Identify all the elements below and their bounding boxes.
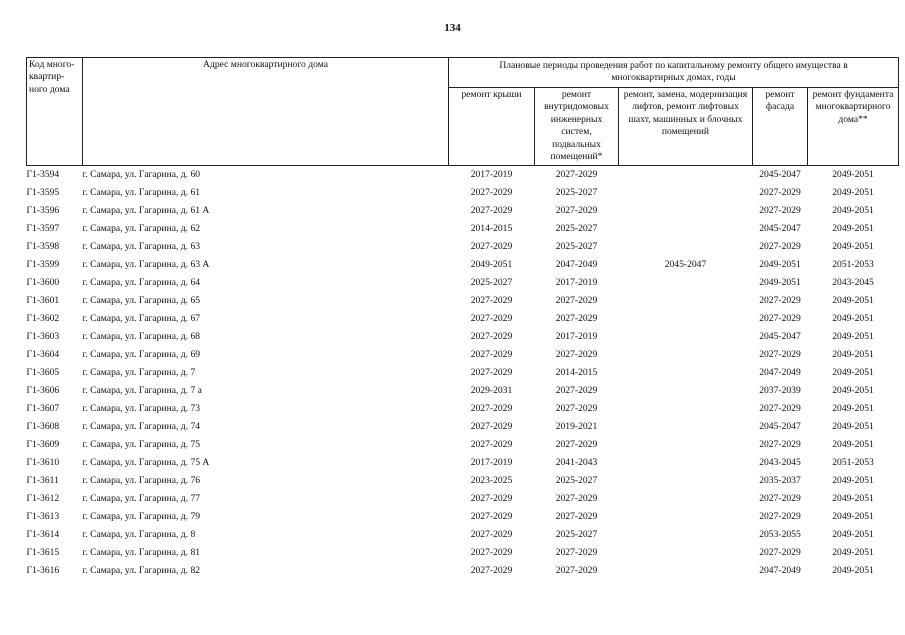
cell-roof: 2027-2029 — [470, 366, 513, 378]
cell-engineering: 2027-2029 — [555, 204, 598, 216]
cell-facade: 2027-2029 — [759, 204, 801, 216]
cell-code: Г1-3616 — [26, 564, 60, 576]
cell-facade: 2049-2051 — [759, 258, 801, 270]
cell-foundation: 2049-2051 — [832, 366, 874, 378]
table-row — [27, 184, 899, 202]
header-row-top — [27, 58, 899, 88]
cell-code: Г1-3612 — [26, 492, 60, 504]
cell-address: г. Самара, ул. Гагарина, д. 76 — [82, 474, 201, 486]
cell-elevators — [619, 526, 753, 544]
cell-roof: 2049-2051 — [470, 258, 513, 270]
page-number: 134 — [444, 22, 461, 34]
cell-code: Г1-3602 — [26, 312, 60, 324]
cell-roof: 2014-2015 — [470, 222, 513, 234]
header-periods: Плановые периоды проведения работ по капитальному ремонту общего имущества в многоквартирных домах, годы — [449, 58, 899, 88]
cell-facade: 2053-2055 — [759, 528, 801, 540]
cell-address: г. Самара, ул. Гагарина, д. 61 А — [82, 204, 210, 216]
header-facade: ремонт фасада — [753, 87, 808, 165]
cell-roof: 2027-2029 — [470, 528, 513, 540]
table-row — [27, 418, 899, 436]
cell-engineering: 2014-2015 — [555, 366, 598, 378]
cell-foundation: 2049-2051 — [832, 492, 874, 504]
cell-address: г. Самара, ул. Гагарина, д. 77 — [82, 492, 201, 504]
cell-address: г. Самара, ул. Гагарина, д. 67 — [82, 312, 201, 324]
cell-foundation: 2049-2051 — [832, 186, 874, 198]
table-row — [27, 364, 899, 382]
cell-code: Г1-3599 — [26, 258, 60, 270]
cell-code: Г1-3614 — [26, 528, 60, 540]
cell-code: Г1-3608 — [26, 420, 60, 432]
cell-facade: 2027-2029 — [759, 546, 801, 558]
cell-code: Г1-3605 — [26, 366, 60, 378]
cell-foundation: 2043-2045 — [832, 276, 874, 288]
table-row — [27, 400, 899, 418]
header-roof: ремонт крыши — [449, 87, 535, 165]
cell-engineering: 2027-2029 — [555, 564, 598, 576]
cell-code: Г1-3598 — [26, 240, 60, 252]
cell-code: Г1-3606 — [26, 384, 60, 396]
cell-elevators — [619, 292, 753, 310]
cell-engineering: 2027-2029 — [555, 492, 598, 504]
table-row — [27, 346, 899, 364]
cell-engineering: 2027-2029 — [555, 384, 598, 396]
cell-address: г. Самара, ул. Гагарина, д. 63 А — [82, 258, 210, 270]
table-row — [27, 544, 899, 562]
cell-elevators — [619, 562, 753, 580]
cell-foundation: 2049-2051 — [832, 402, 874, 414]
cell-elevators — [619, 184, 753, 202]
cell-facade: 2027-2029 — [759, 312, 801, 324]
cell-facade: 2045-2047 — [759, 222, 801, 234]
cell-roof: 2017-2019 — [449, 165, 535, 184]
table-row — [27, 238, 899, 256]
cell-engineering: 2047-2049 — [555, 258, 598, 270]
cell-foundation: 2049-2051 — [832, 438, 874, 450]
cell-address: г. Самара, ул. Гагарина, д. 62 — [82, 222, 201, 234]
cell-facade: 2027-2029 — [759, 348, 801, 360]
cell-code: Г1-3609 — [26, 438, 60, 450]
header-foundation: ремонт фундамента многоквартирного дома** — [808, 87, 899, 165]
cell-facade: 2027-2029 — [759, 186, 801, 198]
cell-facade: 2037-2039 — [759, 384, 801, 396]
cell-elevators — [619, 544, 753, 562]
cell-engineering: 2027-2029 — [555, 510, 598, 522]
cell-facade: 2047-2049 — [759, 366, 801, 378]
cell-foundation: 2049-2051 — [832, 330, 874, 342]
table-row — [27, 526, 899, 544]
cell-foundation: 2049-2051 — [832, 564, 874, 576]
cell-roof: 2027-2029 — [470, 420, 513, 432]
cell-elevators — [619, 238, 753, 256]
cell-facade: 2049-2051 — [759, 276, 801, 288]
cell-code: Г1-3603 — [26, 330, 60, 342]
cell-foundation: 2049-2051 — [832, 222, 874, 234]
cell-engineering: 2025-2027 — [555, 186, 598, 198]
cell-engineering: 2041-2043 — [555, 456, 598, 468]
cell-code: Г1-3596 — [26, 204, 60, 216]
cell-address: г. Самара, ул. Гагарина, д. 79 — [82, 510, 201, 522]
cell-foundation: 2049-2051 — [832, 384, 874, 396]
cell-engineering: 2017-2019 — [555, 276, 598, 288]
cell-facade: 2045-2047 — [759, 330, 801, 342]
cell-address: г. Самара, ул. Гагарина, д. 7 — [82, 366, 196, 378]
cell-facade: 2035-2037 — [759, 474, 801, 486]
cell-foundation: 2049-2051 — [832, 510, 874, 522]
table-row — [27, 472, 899, 490]
table-row — [27, 165, 899, 184]
cell-foundation: 2049-2051 — [832, 240, 874, 252]
header-elevators: ремонт, замена, модернизация лифтов, ремонт лифтовых шахт, машинных и блочных помещений — [619, 87, 753, 165]
cell-code: Г1-3611 — [26, 474, 59, 486]
table-row — [27, 310, 899, 328]
cell-engineering: 2027-2029 — [555, 312, 598, 324]
cell-engineering: 2027-2029 — [555, 402, 598, 414]
cell-roof: 2017-2019 — [470, 456, 513, 468]
cell-code: Г1-3594 — [27, 165, 83, 184]
cell-engineering: 2027-2029 — [555, 546, 598, 558]
cell-facade: 2027-2029 — [759, 492, 801, 504]
cell-roof: 2027-2029 — [470, 402, 513, 414]
cell-facade: 2045-2047 — [759, 420, 801, 432]
cell-engineering: 2027-2029 — [555, 348, 598, 360]
cell-address: г. Самара, ул. Гагарина, д. 8 — [82, 528, 196, 540]
header-code: Код много-квартир-ного дома — [27, 58, 83, 166]
table-row — [27, 454, 899, 472]
cell-foundation: 2051-2053 — [832, 258, 874, 270]
cell-address: г. Самара, ул. Гагарина, д. 68 — [82, 330, 201, 342]
cell-roof: 2025-2027 — [470, 276, 513, 288]
cell-facade: 2027-2029 — [759, 294, 801, 306]
cell-roof: 2027-2029 — [470, 240, 513, 252]
cell-foundation: 2049-2051 — [832, 294, 874, 306]
header-address: Адрес многоквартирного дома — [83, 58, 449, 166]
cell-engineering: 2027-2029 — [535, 165, 619, 184]
cell-code: Г1-3613 — [26, 510, 60, 522]
cell-elevators — [619, 328, 753, 346]
cell-address: г. Самара, ул. Гагарина, д. 60 — [83, 165, 449, 184]
cell-address: г. Самара, ул. Гагарина, д. 75 А — [82, 456, 210, 468]
cell-elevators — [619, 364, 753, 382]
cell-address: г. Самара, ул. Гагарина, д. 73 — [82, 402, 201, 414]
cell-code: Г1-3607 — [26, 402, 60, 414]
table-row — [27, 508, 899, 526]
table-row — [27, 436, 899, 454]
capital-repair-table — [26, 57, 899, 580]
cell-roof: 2027-2029 — [470, 330, 513, 342]
cell-elevators — [619, 382, 753, 400]
table-row — [27, 328, 899, 346]
cell-elevators — [619, 490, 753, 508]
table-row — [27, 292, 899, 310]
cell-roof: 2027-2029 — [470, 438, 513, 450]
table-body — [27, 165, 899, 580]
cell-address: г. Самара, ул. Гагарина, д. 64 — [82, 276, 201, 288]
cell-facade: 2045-2047 — [753, 165, 808, 184]
cell-roof: 2027-2029 — [470, 348, 513, 360]
cell-elevators — [619, 274, 753, 292]
cell-elevators — [619, 418, 753, 436]
cell-address: г. Самара, ул. Гагарина, д. 82 — [82, 564, 201, 576]
cell-foundation: 2049-2051 — [832, 204, 874, 216]
cell-roof: 2027-2029 — [470, 492, 513, 504]
cell-engineering: 2025-2027 — [555, 222, 598, 234]
cell-engineering: 2027-2029 — [555, 294, 598, 306]
cell-engineering: 2025-2027 — [555, 240, 598, 252]
cell-foundation: 2049-2051 — [832, 474, 874, 486]
cell-facade: 2027-2029 — [759, 402, 801, 414]
cell-foundation: 2049-2051 — [832, 528, 874, 540]
cell-elevators — [619, 310, 753, 328]
cell-code: Г1-3600 — [26, 276, 60, 288]
cell-foundation: 2051-2053 — [832, 456, 874, 468]
cell-code: Г1-3615 — [26, 546, 60, 558]
cell-roof: 2029-2031 — [470, 384, 513, 396]
cell-engineering: 2017-2019 — [555, 330, 598, 342]
cell-facade: 2027-2029 — [759, 438, 801, 450]
cell-address: г. Самара, ул. Гагарина, д. 74 — [82, 420, 201, 432]
cell-elevators — [619, 202, 753, 220]
cell-elevators — [619, 508, 753, 526]
cell-elevators — [619, 346, 753, 364]
cell-address: г. Самара, ул. Гагарина, д. 65 — [82, 294, 201, 306]
header-engineering: ремонт внутридомовых инженерных систем, подвальных помещений* — [535, 87, 619, 165]
cell-code: Г1-3595 — [26, 186, 60, 198]
cell-address: г. Самара, ул. Гагарина, д. 61 — [82, 186, 201, 198]
cell-roof: 2027-2029 — [470, 546, 513, 558]
cell-code: Г1-3597 — [26, 222, 60, 234]
cell-address: г. Самара, ул. Гагарина, д. 7 а — [82, 384, 202, 396]
cell-roof: 2027-2029 — [470, 294, 513, 306]
cell-code: Г1-3610 — [26, 456, 60, 468]
cell-foundation: 2049-2051 — [808, 165, 899, 184]
table-row — [27, 382, 899, 400]
cell-engineering: 2019-2021 — [555, 420, 598, 432]
cell-address: г. Самара, ул. Гагарина, д. 81 — [82, 546, 201, 558]
cell-elevators — [619, 436, 753, 454]
cell-elevators: 2045-2047 — [664, 258, 707, 270]
cell-foundation: 2049-2051 — [832, 546, 874, 558]
cell-roof: 2027-2029 — [470, 312, 513, 324]
cell-elevators — [619, 220, 753, 238]
cell-elevators — [619, 454, 753, 472]
cell-elevators — [619, 472, 753, 490]
cell-elevators — [619, 165, 753, 184]
cell-engineering: 2027-2029 — [555, 438, 598, 450]
cell-roof: 2027-2029 — [470, 564, 513, 576]
cell-roof: 2027-2029 — [470, 204, 513, 216]
table-row — [27, 256, 899, 274]
cell-facade: 2043-2045 — [759, 456, 801, 468]
table-row — [27, 220, 899, 238]
table-row — [27, 562, 899, 580]
cell-code: Г1-3601 — [26, 294, 60, 306]
cell-address: г. Самара, ул. Гагарина, д. 63 — [82, 240, 201, 252]
cell-address: г. Самара, ул. Гагарина, д. 69 — [82, 348, 201, 360]
cell-engineering: 2025-2027 — [555, 474, 598, 486]
table-row — [27, 274, 899, 292]
cell-facade: 2027-2029 — [759, 240, 801, 252]
table-row — [27, 490, 899, 508]
cell-elevators — [619, 400, 753, 418]
cell-address: г. Самара, ул. Гагарина, д. 75 — [82, 438, 201, 450]
cell-foundation: 2049-2051 — [832, 420, 874, 432]
cell-roof: 2027-2029 — [470, 510, 513, 522]
cell-foundation: 2049-2051 — [832, 312, 874, 324]
cell-foundation: 2049-2051 — [832, 348, 874, 360]
cell-code: Г1-3604 — [26, 348, 60, 360]
cell-roof: 2027-2029 — [470, 186, 513, 198]
cell-facade: 2047-2049 — [759, 564, 801, 576]
table-row — [27, 202, 899, 220]
cell-engineering: 2025-2027 — [555, 528, 598, 540]
cell-roof: 2023-2025 — [470, 474, 513, 486]
cell-facade: 2027-2029 — [759, 510, 801, 522]
